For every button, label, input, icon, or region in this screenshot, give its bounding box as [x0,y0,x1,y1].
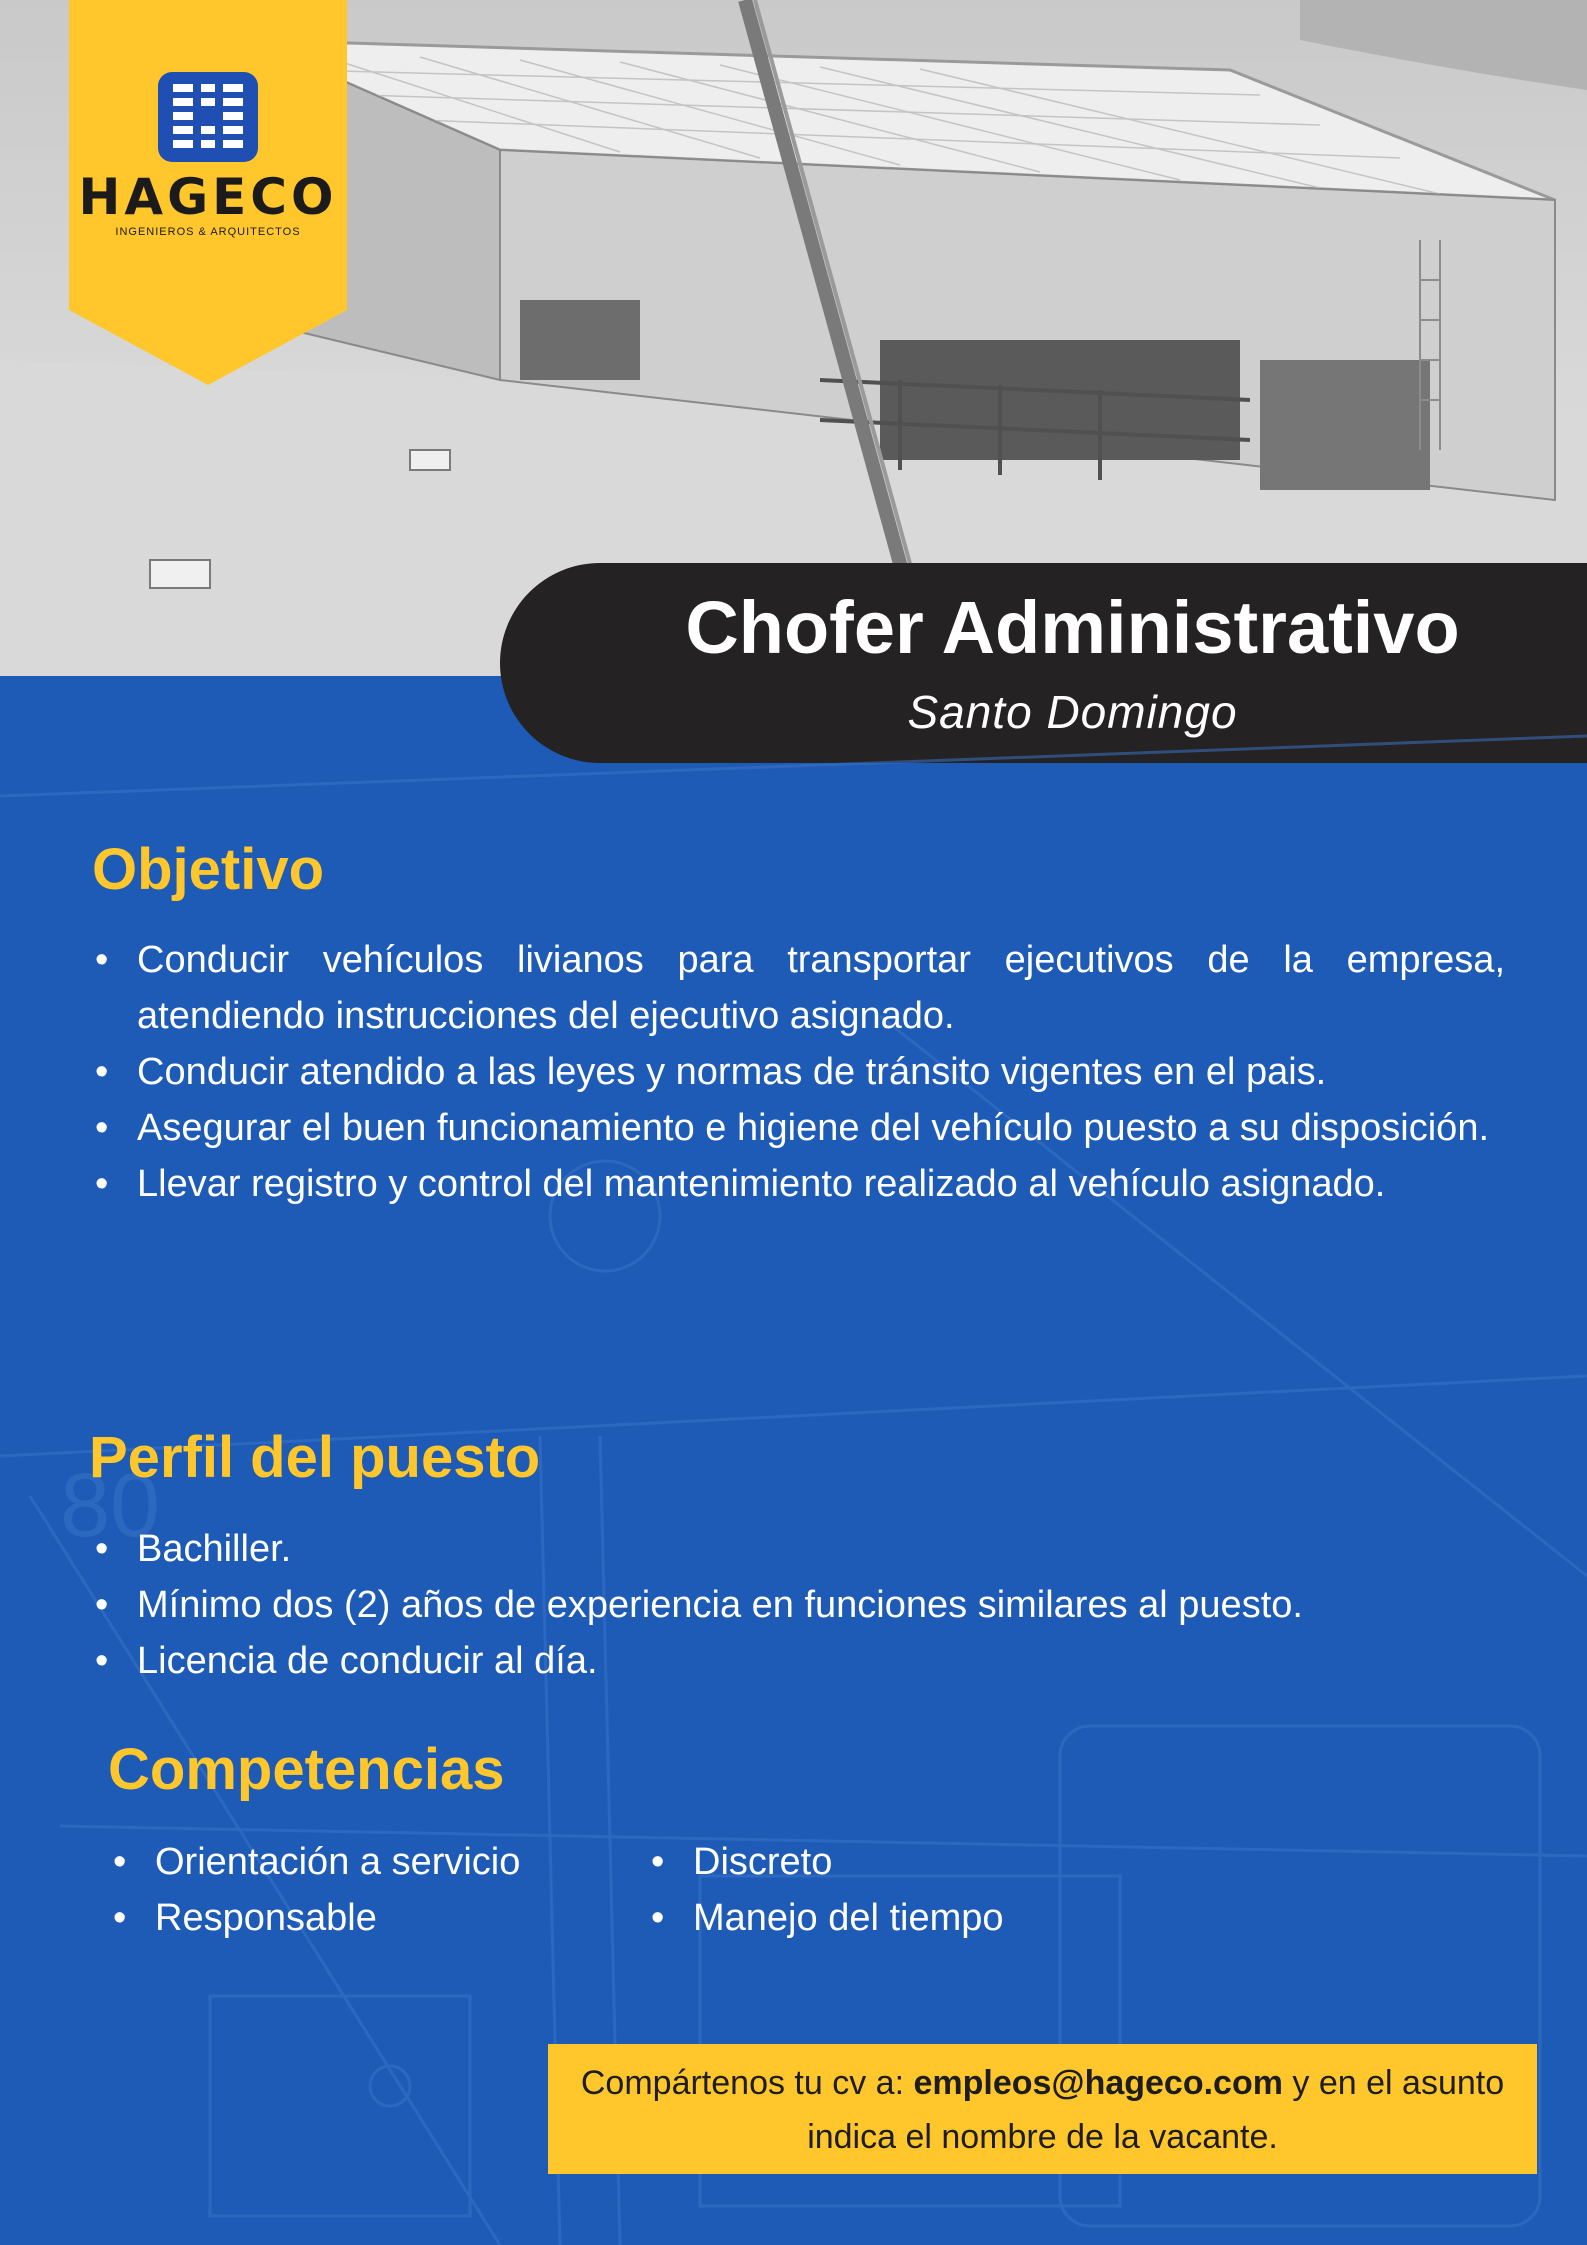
competencias-list-right [645,1834,1165,1946]
competencias-list-left [107,1834,627,1946]
list-item: • Conducir vehículos livianos para transportar ejecutivos de la empresa, atendiendo instrucciones del ejecutivo asignado. [89,932,1505,1044]
perfil-list [89,1521,1549,1689]
list-item: • Conducir atendido a las leyes y normas de tránsito vigentes en el pais. [89,1044,1505,1100]
logo-wordmark: HAGECO [78,168,338,226]
logo-badge [69,0,347,385]
list-item: • Llevar registro y control del mantenimiento realizado al vehículo asignado. [89,1156,1505,1212]
section-title-objetivo: Objetivo [92,837,325,902]
list-item: • Asegurar el buen funcionamiento e higiene del vehículo puesto a su disposición. [89,1100,1505,1156]
apply-instructions [548,2044,1537,2174]
apply-email-link[interactable]: empleos@hageco.com [913,2064,1283,2102]
list-item: • Mínimo dos (2) años de experiencia en funciones similares al puesto. [89,1577,1549,1633]
list-item: • Responsable [107,1890,627,1946]
section-title-perfil: Perfil del puesto [89,1425,541,1490]
apply-prefix: Compártenos tu cv a: [580,2064,914,2102]
blueprint-mark-80: 80 [60,1456,161,1556]
apply-suffix: y en el asunto indica el nombre de la vacante. [807,2064,1505,2156]
list-item: • Discreto [645,1834,1165,1890]
job-location: Santo Domingo [907,686,1238,738]
list-item: • Bachiller. [89,1521,1549,1577]
job-title: Chofer Administrativo [685,586,1460,669]
list-item: • Licencia de conducir al día. [89,1633,1549,1689]
section-title-competencias: Competencias [108,1737,505,1802]
list-item: • Manejo del tiempo [645,1890,1165,1946]
list-item: • Orientación a servicio [107,1834,627,1890]
logo-tagline: INGENIEROS & ARQUITECTOS [115,226,301,238]
objetivo-list [89,932,1505,1212]
